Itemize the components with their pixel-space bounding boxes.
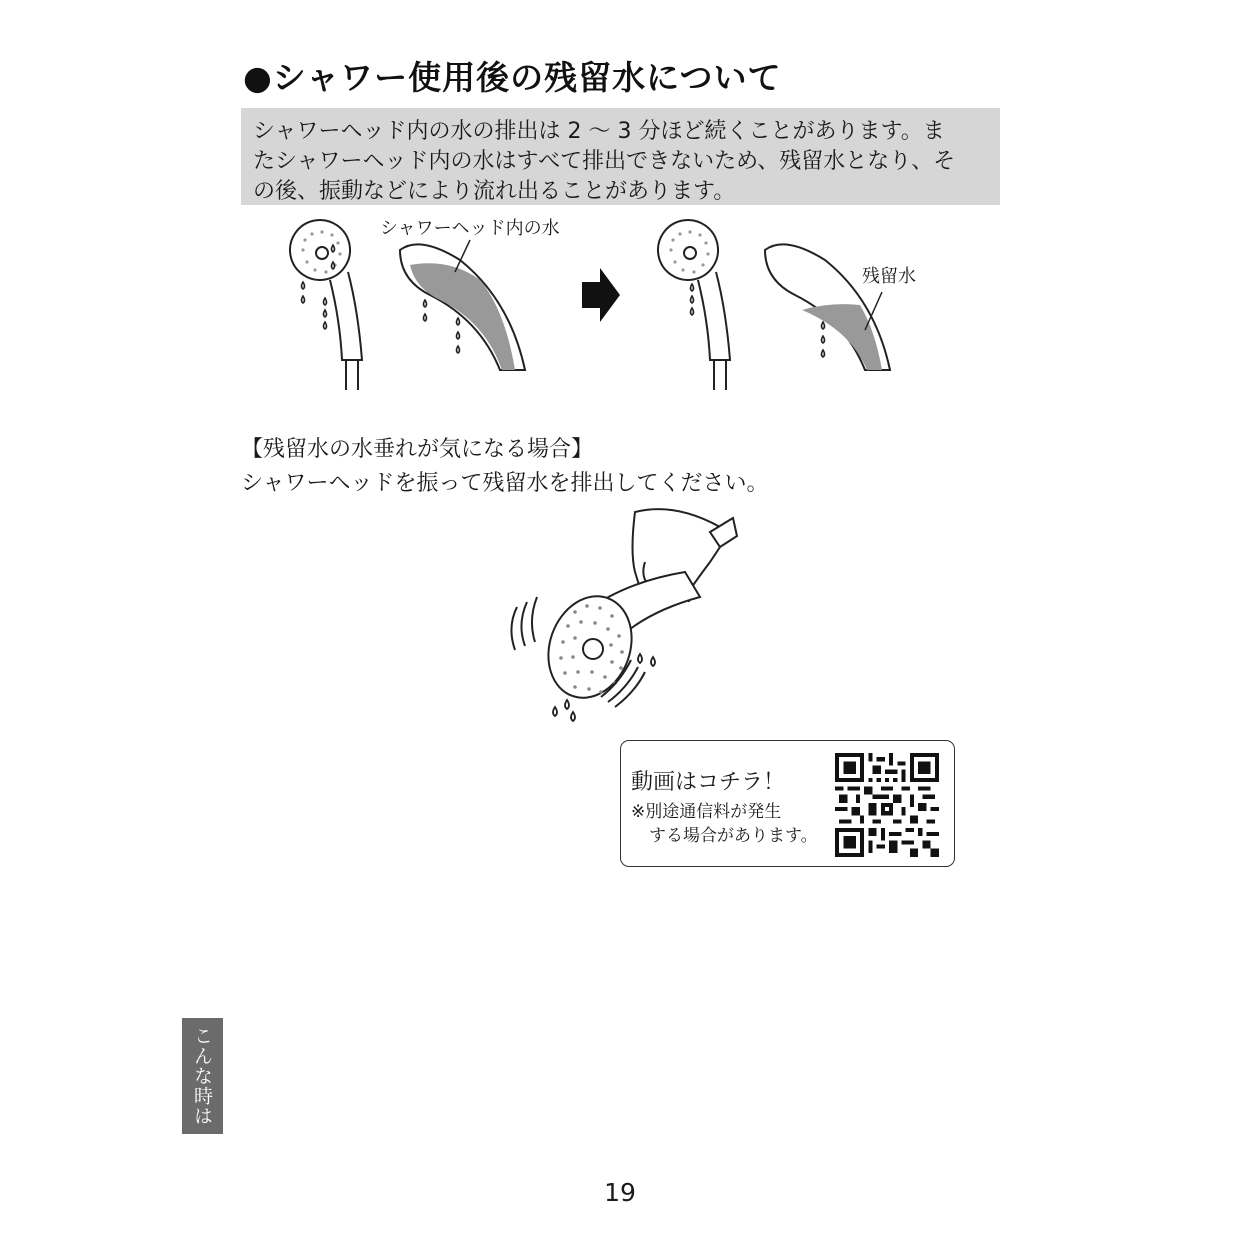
note-box xyxy=(241,108,1000,205)
video-note-line-2: する場合があります。 xyxy=(649,826,818,846)
shower-head-side-before-icon xyxy=(400,244,525,370)
note-line-1: シャワーヘッド内の水の排出は 2 ～ 3 分ほど続くことがあります。ま xyxy=(253,119,945,144)
note-line-2: たシャワーヘッド内の水はすべて排出できないため、残留水となり、そ xyxy=(253,149,956,174)
shower-head-drain-illustration xyxy=(270,210,970,400)
page-title: ●シャワー使用後の残留水について xyxy=(243,58,782,97)
video-title: 動画はコチラ！ xyxy=(631,770,786,795)
label-residual-water: 残留水 xyxy=(862,266,916,287)
shower-head-side-after-icon xyxy=(765,244,890,370)
section-side-tab[interactable]: こんな時は xyxy=(182,1018,223,1134)
right-arrow-icon xyxy=(582,268,620,322)
section-label: 【残留水の水垂れが気になる場合】 xyxy=(241,437,594,462)
note-line-3: の後、振動などにより流れ出ることがあります。 xyxy=(253,179,736,204)
page-number: 19 xyxy=(604,1178,636,1207)
shake-shower-head-illustration xyxy=(495,502,755,732)
instruction-text: シャワーヘッドを振って残留水を排出してください。 xyxy=(241,471,769,496)
video-note-line-1: ※別途通信料が発生 xyxy=(631,802,782,822)
qr-code-icon[interactable] xyxy=(835,753,939,857)
label-water-in-head: シャワーヘッド内の水 xyxy=(380,218,560,239)
video-info-box xyxy=(620,740,955,867)
